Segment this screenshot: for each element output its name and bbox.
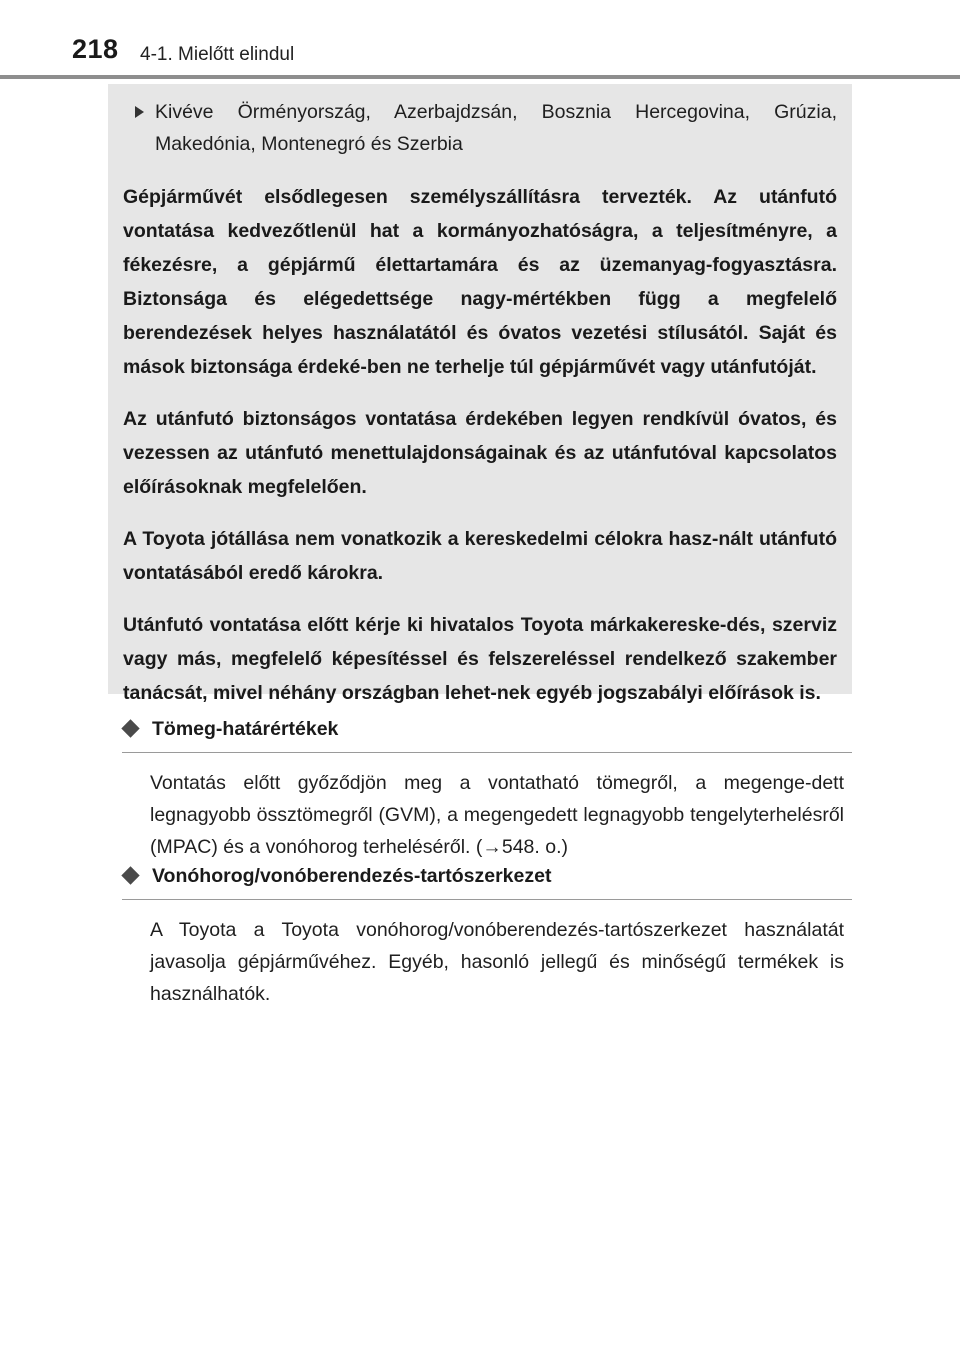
diamond-bullet-icon — [121, 719, 139, 737]
notice-bullet-text: Kivéve Örményország, Azerbajdzsán, Bosznia Hercegovina, Grúzia, Makedónia, Montenegró és Szerbia — [155, 101, 837, 155]
notice-paragraph: Gépjárművét elsődlegesen személyszállításra tervezték. Az utánfutó vontatása kedvezőtlenül hat a kormányozhatóságra, a teljesítményre, a fékezésre, a gépjármű élettartamára és az üzemanyag-fogyasztásra. Biztonsága és elégedettsége nagy-mértékben függ a megfelelő berendezések helyes használatától és óvatos vezetési stílusától. Saját és mások biztonsága érdeké-ben ne terhelje túl gépjárművét vagy utánfutóját. — [123, 186, 837, 378]
section-heading — [122, 863, 852, 900]
notice-paragraph: Az utánfutó biztonságos vontatása érdekében legyen rendkívül óvatos, és vezessen az utánfutó menettulajdonságainak és az utánfutóval kapcsolatos előírásoknak megfelelően. — [123, 408, 837, 498]
section-body: A Toyota a Toyota vonóhorog/vonóberendezés-tartószerkezet használatát javasolja gépjárművéhez. Egyéb, hasonló jellegű és minőségű termékek is használhatók. — [150, 919, 844, 1005]
header-divider — [0, 75, 960, 79]
notice-box — [108, 84, 852, 704]
notice-paragraph: A Toyota jótállása nem vonatkozik a kereskedelmi célokra hasz-nált utánfutó vontatásából eredő károkra. — [123, 528, 837, 584]
notice-paragraph: Utánfutó vontatása előtt kérje ki hivatalos Toyota márkakereske-dés, szerviz vagy más, megfelelő képesítéssel és felszereléssel rendelkező szakember tanácsát, mivel néhány országban lehet-nek egyéb jogszabályi előírások is. — [123, 614, 837, 704]
section-weight-limits — [122, 716, 852, 863]
section-title: Vonóhorog/vonóberendezés-tartószerkezet — [152, 865, 552, 887]
section-towing-hitch — [122, 863, 852, 1010]
diamond-bullet-icon — [121, 866, 139, 884]
page-number: 218 — [72, 34, 119, 64]
section-heading — [122, 716, 852, 753]
section-body: Vontatás előtt győződjön meg a vontatható tömegről, a megenge-dett legnagyobb össztömegről (GVM), a megengedett legnagyobb tengelyterhelésről (MPAC) és a vonóhorog terheléséről. (→548. o.) — [150, 772, 844, 858]
chapter-title: 4-1. Mielőtt elindul — [140, 44, 295, 65]
section-title: Tömeg-határértékek — [152, 718, 339, 740]
triangle-bullet-icon — [135, 106, 144, 118]
notice-bullet — [123, 96, 837, 160]
